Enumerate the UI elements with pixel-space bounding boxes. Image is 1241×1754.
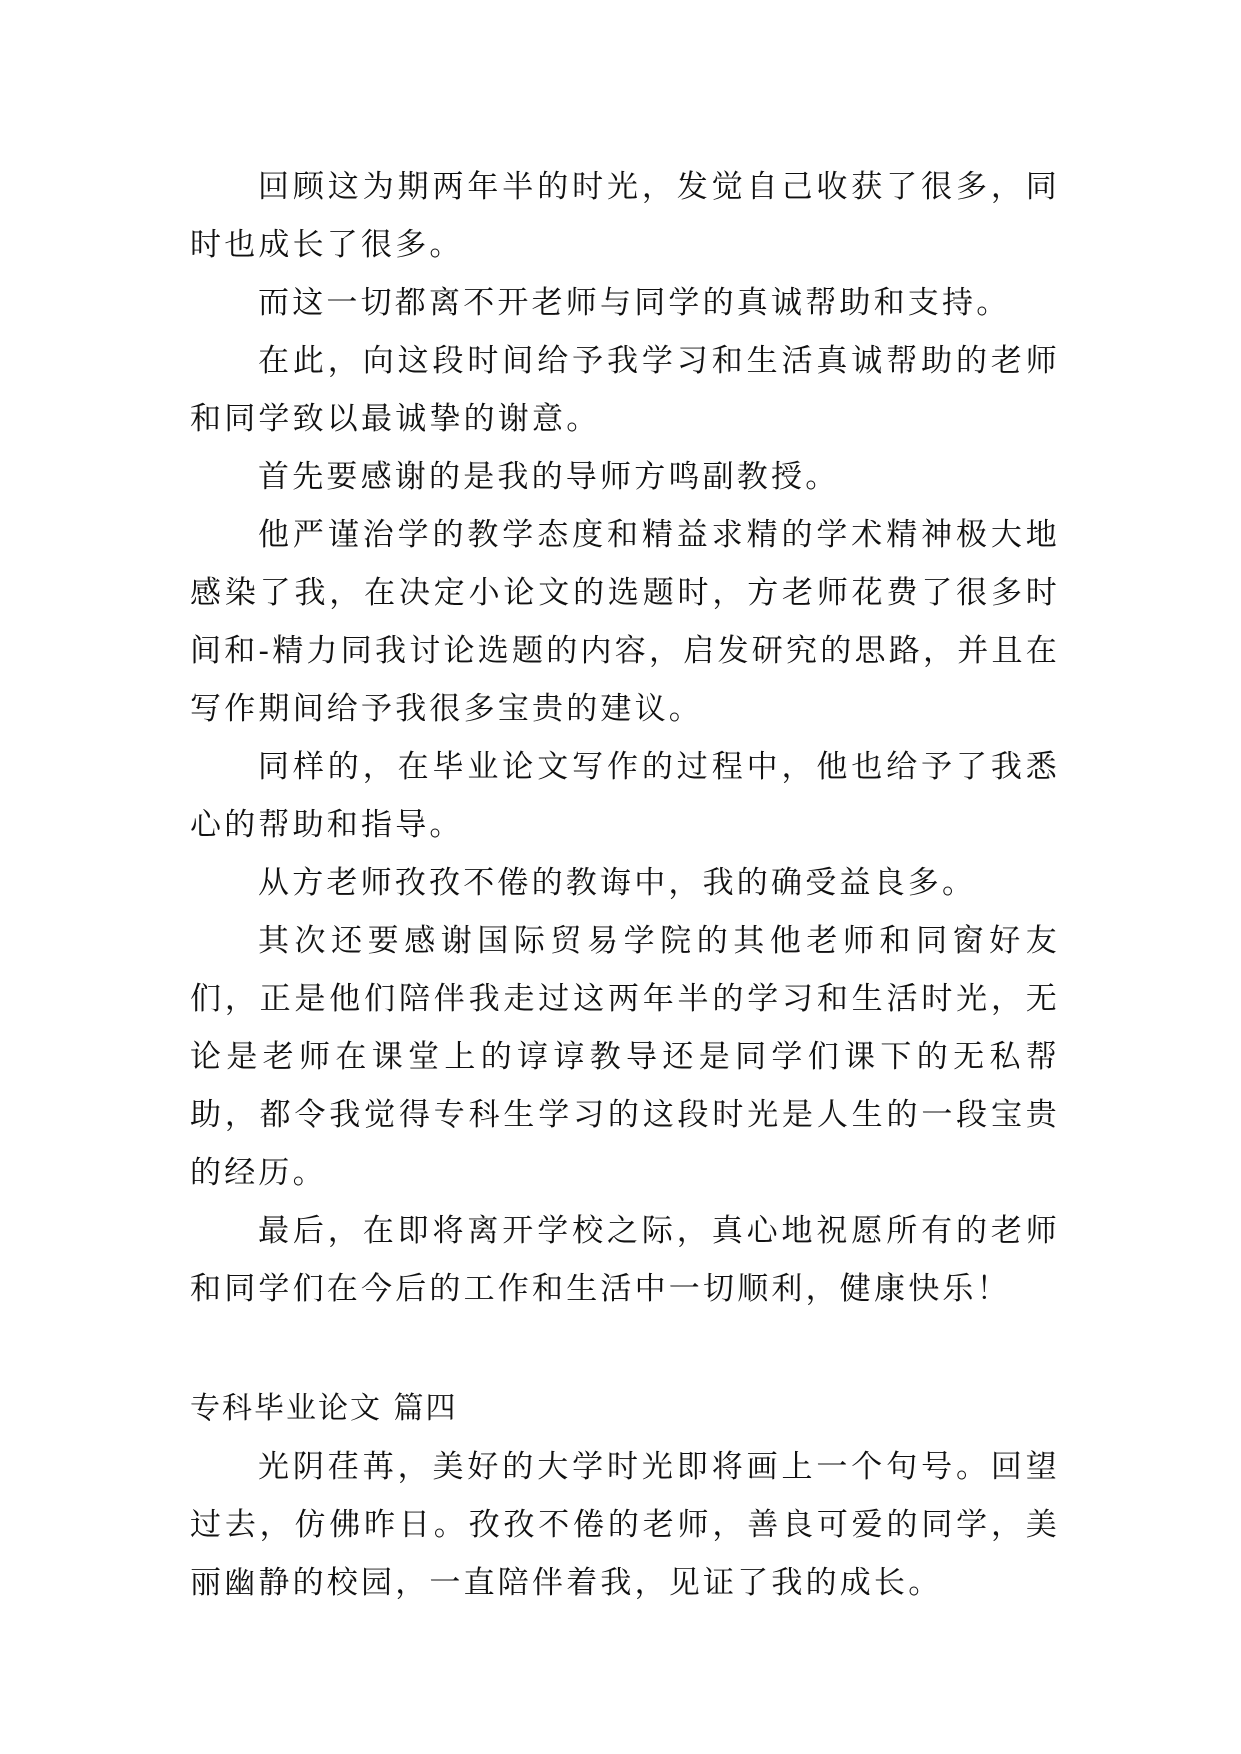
paragraph: 而这一切都离不开老师与同学的真诚帮助和支持。 <box>258 285 1011 321</box>
paragraph: 在此，向这段时间给予我学习和生活真诚帮助的老师和同学致以最诚挚的谢意。 <box>190 343 1060 437</box>
paragraph: 其次还要感谢国际贸易学院的其他老师和同窗好友们，正是他们陪伴我走过这两年半的学习和生活时光，无论是老师在课堂上的谆谆教导还是同学们课下的无私帮助，都令我觉得专科生学习的这段时光是人生的一段宝贵的经历。 <box>190 923 1060 1191</box>
paragraph: 回顾这为期两年半的时光，发觉自己收获了很多，同时也成长了很多。 <box>190 169 1060 263</box>
paragraph: 他严谨治学的教学态度和精益求精的学术精神极大地感染了我，在决定小论文的选题时，方老师花费了很多时间和-精力同我讨论选题的内容，启发研究的思路，并且在写作期间给予我很多宝贵的建议。 <box>190 517 1060 727</box>
section-heading: 专科毕业论文 篇四 <box>190 1391 458 1426</box>
paragraph: 光阴荏苒，美好的大学时光即将画上一个句号。回望过去，仿佛昨日。孜孜不倦的老师，善良可爱的同学，美丽幽静的校园，一直陪伴着我，见证了我的成长。 <box>190 1449 1060 1601</box>
paragraph: 最后，在即将离开学校之际，真心地祝愿所有的老师和同学们在今后的工作和生活中一切顺利，健康快乐！ <box>190 1213 1060 1307</box>
paragraph: 同样的，在毕业论文写作的过程中，他也给予了我悉心的帮助和指导。 <box>190 749 1060 843</box>
document-body <box>190 158 1060 1612</box>
paragraph: 从方老师孜孜不倦的教诲中，我的确受益良多。 <box>258 865 977 901</box>
paragraph: 首先要感谢的是我的导师方鸣副教授。 <box>258 459 840 495</box>
